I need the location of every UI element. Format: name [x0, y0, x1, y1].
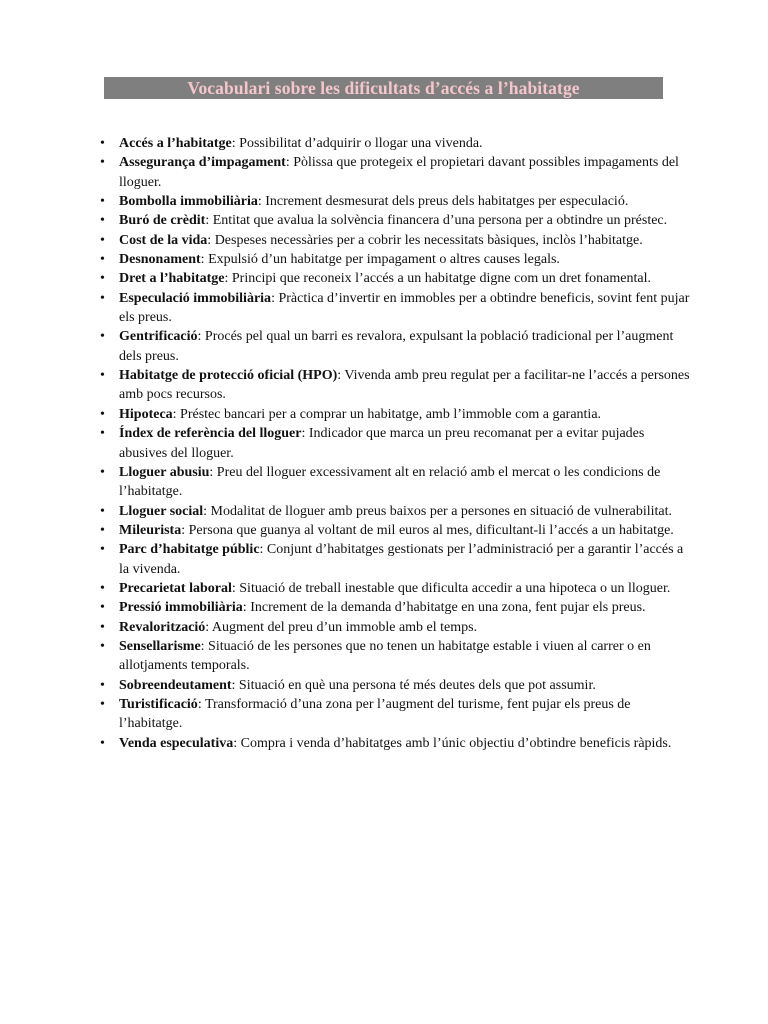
term-definition: Expulsió d’un habitatge per impagament o altres causes legals. [208, 252, 560, 268]
term-name: Habitatge de protecció oficial (HPO) [119, 368, 338, 384]
term-name: Bombolla immobiliària [119, 194, 258, 210]
term-definition: Increment desmesurat dels preus dels habitatges per especulació. [265, 194, 629, 210]
vocabulary-item [96, 734, 696, 753]
term-name: Lloguer social [119, 503, 204, 519]
bullet-icon: • [100, 406, 105, 422]
vocabulary-item [96, 676, 696, 695]
term-definition: Preu del lloguer excessivament alt en relació amb el mercat o les condicions de l’habitatge. [119, 464, 661, 500]
term-name: Sensellarisme [119, 638, 201, 654]
term-definition: Increment de la demanda d’habitatge en una zona, fent pujar els preus. [250, 600, 646, 616]
term-separator: : [197, 696, 205, 712]
term-separator: : [200, 638, 209, 654]
bullet-icon: • [100, 155, 105, 171]
term-definition: Transformació d’una zona per l’augment del turisme, fent pujar els preus de l’habitatge. [119, 696, 631, 732]
vocabulary-item [96, 579, 696, 598]
term-definition: Procés pel qual un barri es revalora, expulsant la població tradicional per l’augment dels preus. [119, 329, 674, 364]
vocabulary-item [96, 637, 696, 676]
term-definition: Persona que guanya al voltant de mil euros al mes, dificultant-li l’accés a un habitatge. [188, 522, 674, 538]
term-definition: Pràctica d’invertir en immobles per a obtindre beneficis, sovint fent pujar els preus. [119, 290, 690, 326]
term-separator: : [301, 426, 309, 442]
vocabulary-item [96, 366, 696, 405]
term-definition: Despeses necessàries per a cobrir les necessitats bàsiques, inclòs l’habitatge. [214, 232, 643, 248]
term-name: Accés a l’habitatge [119, 136, 232, 151]
term-separator: : [172, 406, 181, 422]
term-name: Hipoteca [119, 406, 173, 422]
bullet-icon: • [100, 368, 105, 384]
term-separator: : [209, 464, 217, 480]
term-separator: : [231, 580, 240, 596]
bullet-icon: • [100, 580, 105, 596]
term-separator: : [200, 252, 209, 268]
term-name: Sobreendeutament [119, 677, 232, 693]
vocabulary-item [96, 598, 696, 617]
term-separator: : [231, 677, 239, 693]
term-separator: : [224, 271, 232, 287]
document-title: Vocabulari sobre les dificultats d’accés a l’habitatge [187, 77, 580, 98]
term-name: Assegurança d’impagament [119, 155, 286, 171]
term-name: Venda especulativa [119, 735, 234, 751]
term-separator: : [271, 290, 279, 306]
term-separator: : [259, 542, 267, 558]
vocabulary-item [96, 424, 696, 463]
term-name: Mileurista [119, 522, 182, 538]
term-name: Parc d’habitatge públic [119, 542, 260, 558]
bullet-icon: • [100, 677, 105, 693]
term-name: Desnonament [119, 252, 201, 268]
term-definition: Conjunt d’habitatges gestionats per l’administració per a garantir l’accés a la vivenda. [119, 542, 684, 577]
bullet-icon: • [100, 696, 105, 712]
vocabulary-item [96, 231, 696, 250]
term-separator: : [197, 329, 205, 345]
bullet-icon: • [100, 619, 105, 635]
term-separator: : [205, 619, 212, 635]
term-separator: : [205, 213, 213, 229]
term-name: Índex de referència del lloguer [119, 426, 302, 442]
vocabulary-item [96, 211, 696, 230]
term-separator: : [285, 155, 294, 171]
term-definition: Entitat que avalua la solvència financera d’una persona per a obtindre un préstec. [212, 213, 668, 229]
term-name: Gentrificació [119, 329, 198, 345]
term-name: Especulació immobiliària [119, 290, 272, 306]
bullet-icon: • [100, 136, 105, 151]
vocabulary-item [96, 327, 696, 366]
bullet-icon: • [100, 522, 105, 538]
vocabulary-item [96, 269, 696, 288]
term-definition: Pòlissa que protegeix el propietari davant possibles impagaments del lloguer. [119, 155, 679, 190]
bullet-icon: • [100, 600, 105, 616]
term-name: Turistificació [119, 696, 198, 712]
vocabulary-item [96, 463, 696, 502]
term-separator: : [242, 600, 251, 616]
bullet-icon: • [100, 232, 105, 248]
vocabulary-item [96, 134, 696, 153]
term-definition: Modalitat de lloguer amb preus baixos per a persones en situació de vulnerabilitat. [210, 503, 673, 519]
term-definition: Principi que reconeix l’accés a un habitatge digne com un dret fonamental. [231, 271, 651, 287]
vocabulary-item [96, 153, 696, 192]
term-separator: : [207, 232, 215, 248]
bullet-icon: • [100, 503, 105, 519]
term-name: Revalorització [119, 619, 206, 635]
term-separator: : [181, 522, 189, 538]
vocabulary-list [96, 134, 696, 753]
term-name: Buró de crèdit [119, 213, 206, 229]
term-definition: Indicador que marca un preu recomanat per a evitar pujades abusives del lloguer. [119, 426, 645, 461]
bullet-icon: • [100, 464, 105, 480]
vocabulary-item [96, 405, 696, 424]
term-separator: : [203, 503, 211, 519]
term-definition: Compra i venda d’habitatges amb l’únic objectiu d’obtindre beneficis ràpids. [240, 735, 672, 751]
term-definition: Situació en què una persona té més deutes dels que pot assumir. [238, 677, 596, 693]
title-banner [104, 77, 663, 99]
vocabulary-item [96, 289, 696, 328]
term-name: Pressió immobiliària [119, 600, 243, 616]
bullet-icon: • [100, 194, 105, 210]
term-definition: Situació de treball inestable que dificulta accedir a una hipoteca o un lloguer. [239, 580, 671, 596]
bullet-icon: • [100, 542, 105, 558]
term-name: Lloguer abusiu [119, 464, 210, 480]
vocabulary-item [96, 695, 696, 734]
vocabulary-item [96, 250, 696, 269]
term-separator: : [257, 194, 266, 210]
term-name: Cost de la vida [119, 232, 208, 248]
vocabulary-item [96, 521, 696, 540]
term-definition: Situació de les persones que no tenen un habitatge estable i viuen al carrer o en allotjaments temporals. [119, 638, 651, 674]
bullet-icon: • [100, 271, 105, 287]
term-name: Precarietat laboral [119, 580, 232, 596]
vocabulary-item [96, 540, 696, 579]
bullet-icon: • [100, 252, 105, 268]
term-definition: Vivenda amb preu regulat per a facilitar-ne l’accés a persones amb pocs recursos. [119, 368, 690, 403]
bullet-icon: • [100, 638, 105, 654]
term-separator: : [337, 368, 345, 384]
term-definition: Possibilitat d’adquirir o llogar una vivenda. [239, 136, 483, 151]
term-name: Dret a l’habitatge [119, 271, 225, 287]
bullet-icon: • [100, 735, 105, 751]
bullet-icon: • [100, 426, 105, 442]
bullet-icon: • [100, 329, 105, 345]
vocabulary-item [96, 618, 696, 637]
bullet-icon: • [100, 213, 105, 229]
term-definition: Préstec bancari per a comprar un habitatge, amb l’immoble com a garantia. [180, 406, 602, 422]
term-definition: Augment del preu d’un immoble amb el temps. [211, 619, 478, 635]
bullet-icon: • [100, 290, 105, 306]
vocabulary-item [96, 502, 696, 521]
vocabulary-item [96, 192, 696, 211]
term-separator: : [233, 735, 241, 751]
term-separator: : [231, 136, 240, 151]
